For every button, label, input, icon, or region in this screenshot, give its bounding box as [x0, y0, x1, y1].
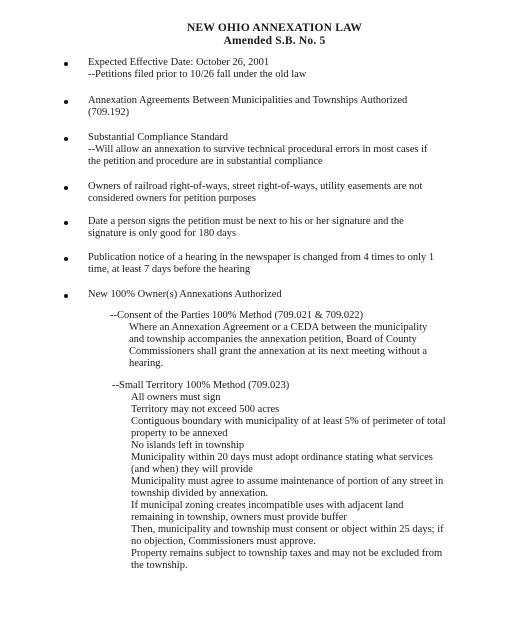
list-item-line: New 100% Owner(s) Annexations Authorized: [88, 289, 282, 300]
section-heading: --Consent of the Parties 100% Method (709.021 & 709.022): [110, 310, 364, 321]
small-territory-section: [112, 380, 472, 572]
bullet-icon: [64, 294, 68, 298]
bullet-icon: [64, 62, 68, 66]
bullet-icon: [64, 221, 68, 225]
list-item-publication-notice: [88, 252, 488, 276]
section-line: Municipality within 20 days must adopt ordinance stating what services: [131, 452, 433, 463]
section-line: Then, municipality and township must consent or object within 25 days; if: [131, 524, 444, 535]
bullet-icon: [64, 100, 68, 104]
bullet-icon: [64, 137, 68, 141]
bullet-icon: [64, 257, 68, 261]
list-item-line: Owners of railroad right-of-ways, street right-of-ways, utility easements are not: [88, 181, 423, 192]
list-item-new-owner-annexations: [88, 289, 468, 301]
section-body: [112, 392, 472, 572]
section-line: and township accompanies the annexation petition, Board of County: [129, 334, 417, 345]
section-line: township divided by annexation.: [131, 488, 269, 499]
section-line: No islands left in township: [131, 440, 245, 451]
list-item-line: considered owners for petition purposes: [88, 193, 256, 204]
section-line: remaining in township, owners must provide buffer: [131, 512, 347, 523]
list-item-line: --Will allow an annexation to survive technical procedural errors in most cases if: [88, 144, 428, 155]
list-item-annexation-agreements: [88, 95, 468, 119]
list-item-petition-signature: [88, 216, 468, 240]
section-line: the township.: [131, 560, 188, 571]
list-item-line: signature is only good for 180 days: [88, 228, 237, 239]
section-line: property to be annexed: [131, 428, 228, 439]
section-heading: --Small Territory 100% Method (709.023): [112, 380, 290, 391]
list-item-owners-right-of-ways: [88, 181, 468, 205]
list-item-line: Date a person signs the petition must be next to his or her signature and the: [88, 216, 404, 227]
list-item-line: Substantial Compliance Standard: [88, 132, 228, 143]
list-item-line: the petition and procedure are in substantial compliance: [88, 156, 323, 167]
list-item-line: Expected Effective Date: October 26, 2001: [88, 57, 270, 68]
list-item-effective-date: [88, 57, 468, 81]
section-line: no objection, Commissioners must approve.: [131, 536, 316, 547]
document-subtitle: Amended S.B. No. 5: [223, 35, 326, 47]
bullet-icon: [64, 186, 68, 190]
section-line: Contiguous boundary with municipality of at least 5% of perimeter of total: [131, 416, 446, 427]
list-item-line: time, at least 7 days before the hearing: [88, 264, 251, 275]
section-line: (and when) they will provide: [131, 464, 253, 475]
section-line: All owners must sign: [131, 392, 221, 403]
section-line: Municipality must agree to assume maintenance of portion of any street in: [131, 476, 444, 487]
list-item-line: Publication notice of a hearing in the newspaper is changed from 4 times to only 1: [88, 252, 435, 263]
list-item-line: Annexation Agreements Between Municipalities and Townships Authorized: [88, 95, 408, 106]
section-line: Territory may not exceed 500 acres: [131, 404, 280, 415]
consent-of-parties-section: [110, 310, 470, 370]
section-line: Where an Annexation Agreement or a CEDA between the municipality: [129, 322, 428, 333]
section-line: Property remains subject to township taxes and may not be excluded from: [131, 548, 443, 559]
section-line: If municipal zoning creates incompatible uses with adjacent land: [131, 500, 404, 511]
section-body: [110, 322, 470, 370]
list-item-line: --Petitions filed prior to 10/26 fall under the old law: [88, 69, 307, 80]
section-line: Commissioners shall grant the annexation at its next meeting without a: [129, 346, 428, 357]
document-title: NEW OHIO ANNEXATION LAW: [186, 22, 363, 34]
list-item-line: (709.192): [88, 107, 130, 118]
list-item-substantial-compliance: [88, 132, 488, 168]
section-line: hearing.: [129, 358, 164, 369]
